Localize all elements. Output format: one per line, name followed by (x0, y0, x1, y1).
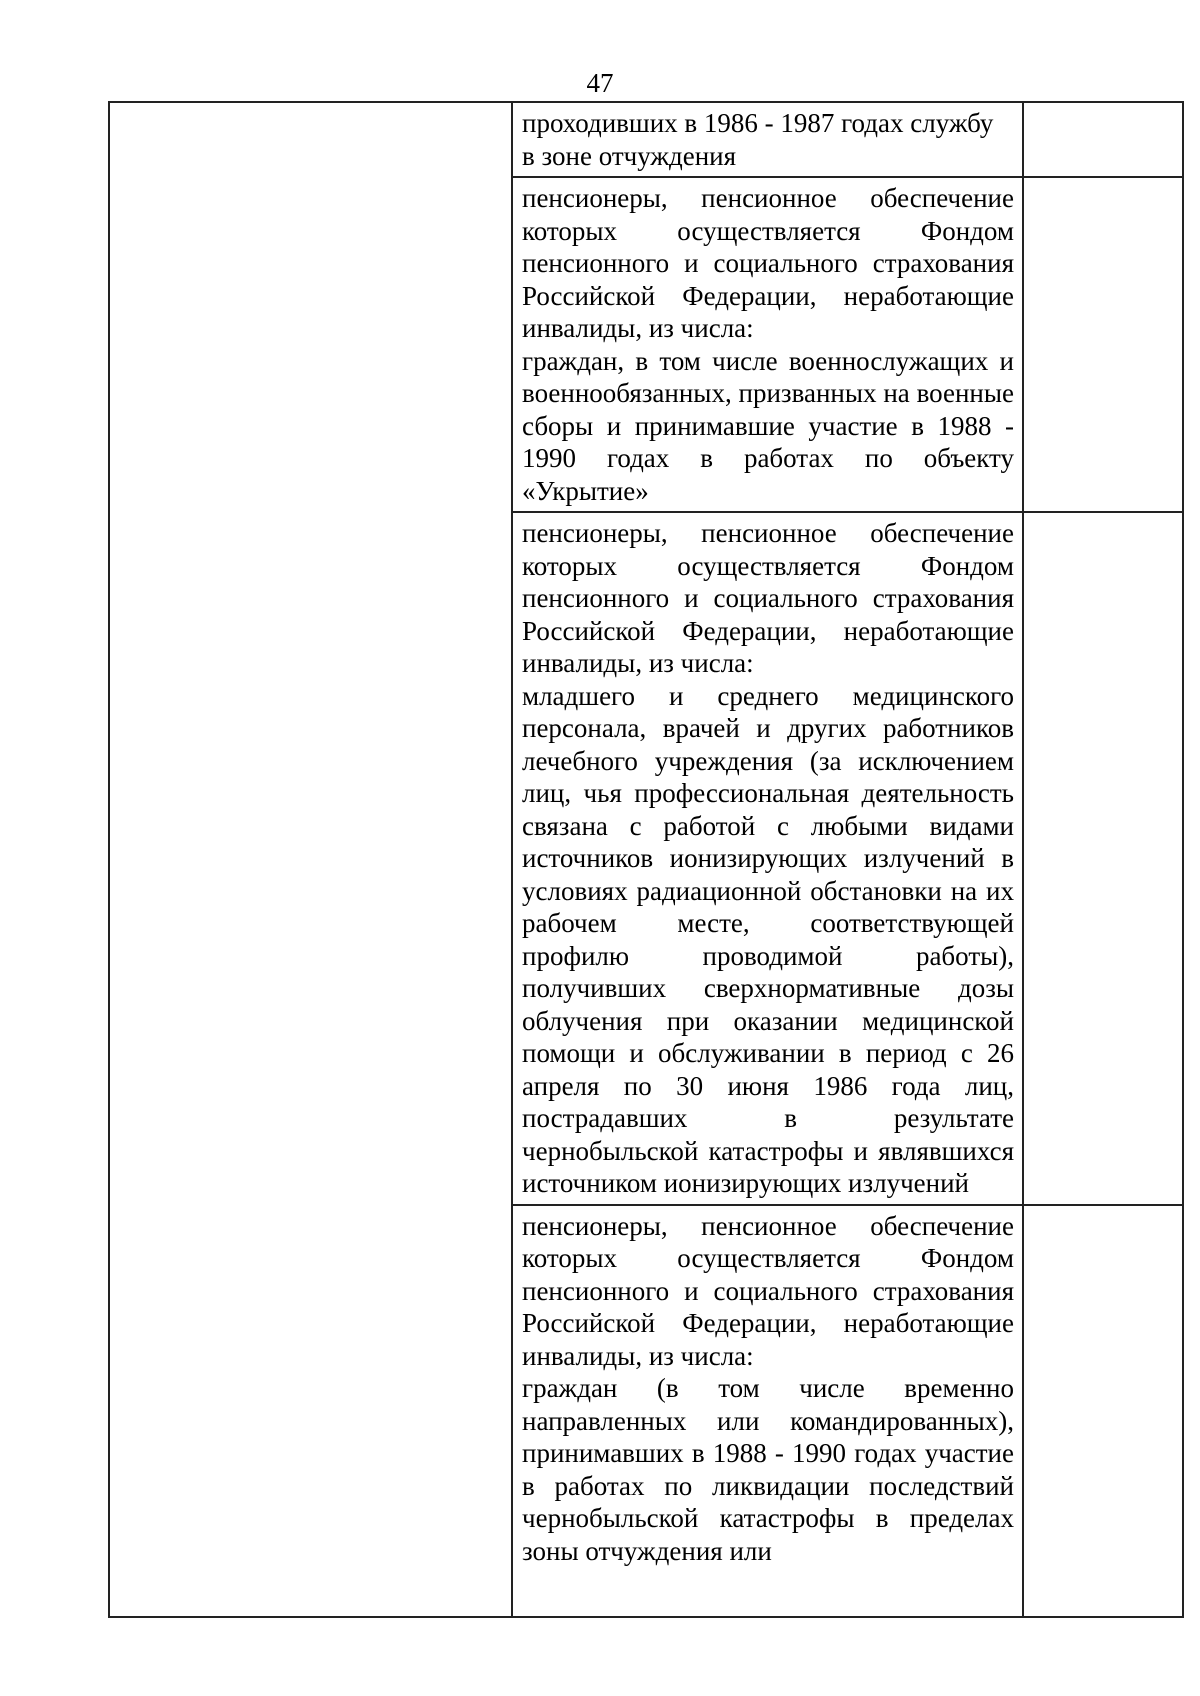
table-row (109, 102, 1183, 177)
value-text (1024, 103, 1182, 111)
description-cell (512, 1205, 1023, 1617)
category-cell (109, 102, 512, 1617)
description-cell (512, 102, 1023, 177)
value-cell (1023, 512, 1183, 1205)
page-number: 47 (586, 68, 614, 98)
benefits-table (108, 101, 1184, 1618)
description-text: пенсионеры, пенсионное обеспечение которых осуществляется Фондом пенсионного и социального страхования Российской Федерации, неработающие инвалиды, из числа: младшего и среднего медицинского персонала, врачей и других работников лечебного учреждения (за исключением лиц, чья профессиональная деятельность связана с работой с любыми видами источников ионизирующих излучений в условиях радиационной обстановки на их рабочем месте, соответствующей профилю проводимой работы), получивших сверхнормативные дозы облучения при оказании медицинской помощи и обслуживании в период с 26 апреля по 30 июня 1986 года лиц, пострадавших в результате чернобыльской катастрофы и являвшихся источником ионизирующих излучений (522, 518, 1014, 1198)
value-cell (1023, 177, 1183, 512)
value-text (1024, 178, 1182, 186)
value-cell (1023, 1205, 1183, 1617)
description-cell (512, 177, 1023, 512)
description-text: пенсионеры, пенсионное обеспечение которых осуществляется Фондом пенсионного и социального страхования Российской Федерации, неработающие инвалиды, из числа: граждан (в том числе временно направленных или командированных), принимавших в 1988 - 1990 годах участие в работах по ликвидации последствий чернобыльской катастрофы в пределах зоны отчуждения или (522, 1210, 1014, 1566)
description-text: проходивших в 1986 - 1987 годах службу в зоне отчуждения (522, 108, 994, 171)
description-cell (512, 512, 1023, 1205)
description-text: пенсионеры, пенсионное обеспечение которых осуществляется Фондом пенсионного и социального страхования Российской Федерации, неработающие инвалиды, из числа: граждан, в том числе военнослужащих и военнообязанных, призванных на военные сборы и принимавшие участие в 1988 - 1990 годах в работах по объекту «Укрытие» (522, 183, 1014, 506)
value-text (1024, 513, 1182, 521)
value-text (1024, 1206, 1182, 1214)
value-cell (1023, 102, 1183, 177)
